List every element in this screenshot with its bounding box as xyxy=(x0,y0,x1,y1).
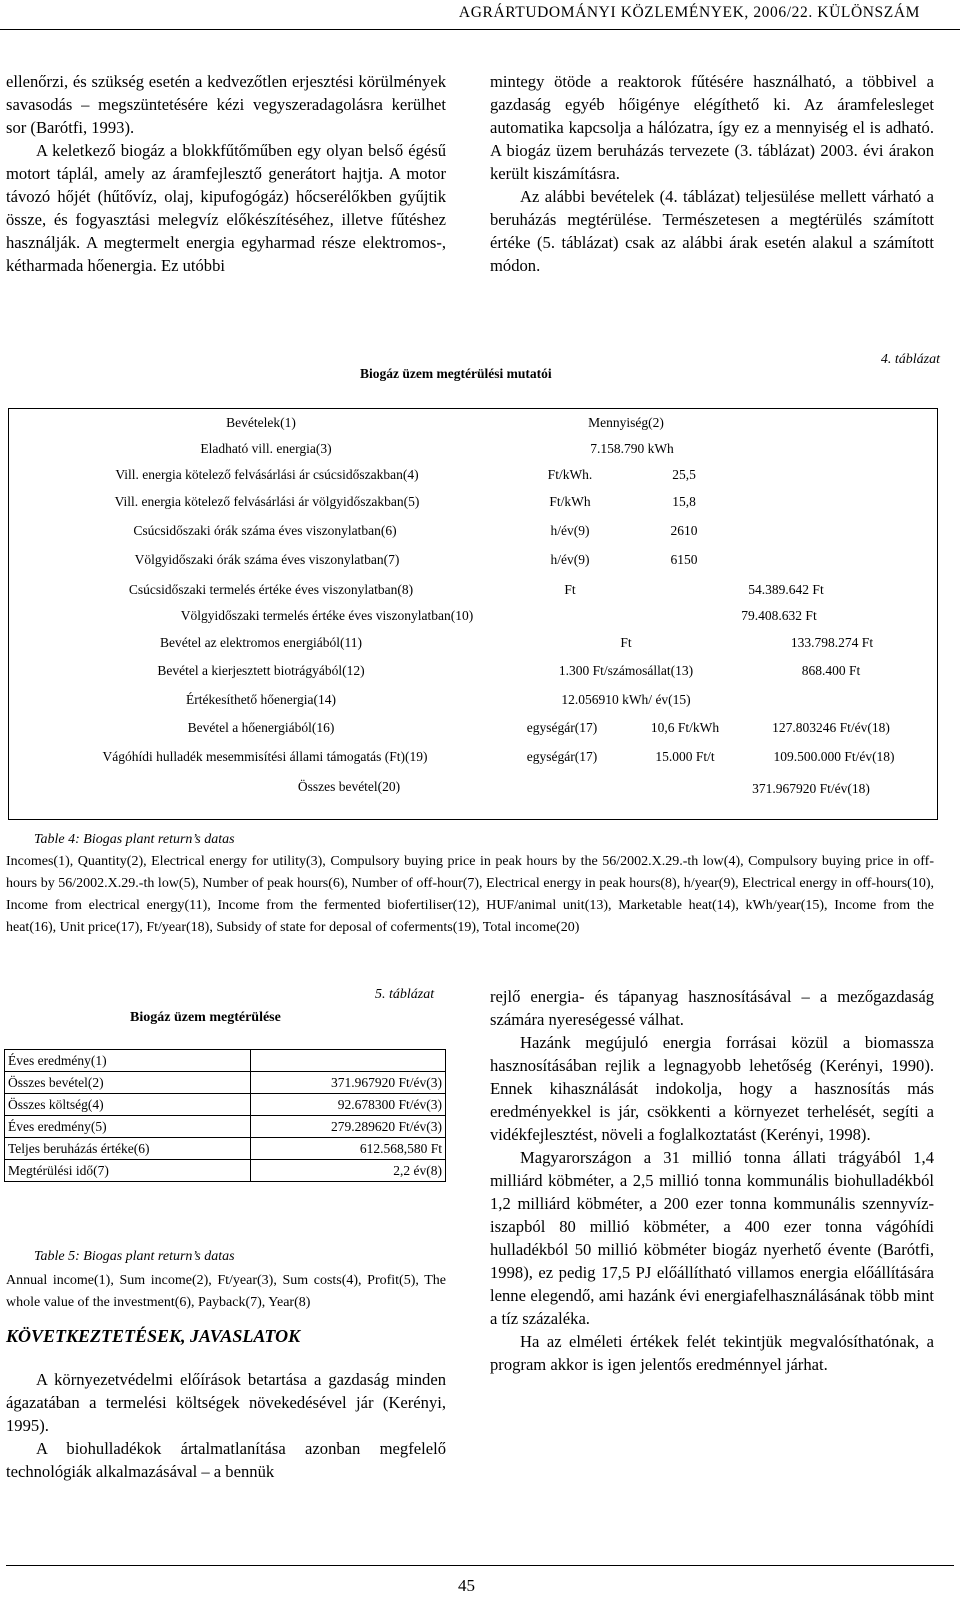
table4-cell: Összes bevétel(20) xyxy=(297,779,401,794)
table4-cell: Csúcsidőszaki termelés értéke éves viszonylatban(8) xyxy=(128,582,414,597)
top-right-para-1: mintegy ötöde a reaktorok fűtésére használható, a többivel a gazdaság egyéb hőigénye elégíthető ki. Az áramfelesleget automatika kapcsolja a hálózatra, így ez a mennyiség el is adható. A biogáz üzem beruházás tervezete (3. táblázat) 2003. évi árakon került kiszámításra. xyxy=(490,72,934,183)
table5-value: 612.568,580 Ft xyxy=(250,1138,445,1160)
table5-value: 2,2 év(8) xyxy=(250,1160,445,1182)
table4-cell: Bevétel az elektromos energiából(11) xyxy=(159,635,363,650)
table4-cell: Mennyiség(2) xyxy=(588,415,664,430)
table4-cell: egységár(17) xyxy=(526,749,598,764)
table-row xyxy=(5,1050,446,1072)
table4-cell: Ft xyxy=(564,582,576,597)
top-left-column xyxy=(6,70,446,277)
table5-value: 371.967920 Ft/év(3) xyxy=(250,1072,445,1094)
table-row xyxy=(5,1094,446,1116)
table4-cell: h/év(9) xyxy=(550,523,590,538)
table4-cell: 1.300 Ft/számosállat(13) xyxy=(558,663,694,678)
top-right-para-2: Az alábbi bevételek (4. táblázat) teljesülése mellett várható a beruházás megtérülése. Természetesen a megtérülés számított értéke (5. táblázat) csak az alábbi árak esetén alakul a számított módon. xyxy=(490,187,934,275)
table4-number: 4. táblázat xyxy=(880,352,940,367)
table5-number: 5. táblázat xyxy=(375,987,435,1002)
table4-cell: 6150 xyxy=(670,552,698,567)
table5-caption-text: Annual income(1), Sum income(2), Ft/year(3), Sum costs(4), Profit(5), The whole value of the investment(6), Payback(7), Year(8) xyxy=(6,1273,446,1310)
table4-cell: 127.803246 Ft/év(18) xyxy=(772,720,890,735)
table4-cell: 54.389.642 Ft xyxy=(748,582,824,597)
table5-caption-title: Table 5: Biogas plant return’s datas xyxy=(34,1249,235,1264)
table4-cell: 7.158.790 kWh xyxy=(590,441,674,456)
bottom-right-para-4: Ha az elméleti értékek felét tekintjük megvalósíthatónak, a program akkor is igen jelentős eredménnyel járhat. xyxy=(490,1332,934,1374)
table5-value: 279.289620 Ft/év(3) xyxy=(250,1116,445,1138)
table4 xyxy=(8,408,938,820)
table-row xyxy=(5,1138,446,1160)
table4-cell: Vill. energia kötelező felvásárlási ár csúcsidőszakban(4) xyxy=(115,467,419,482)
journal-header: AGRÁRTUDOMÁNYI KÖZLEMÉNYEK, 2006/22. KÜLÖNSZÁM xyxy=(458,4,920,21)
conclusions-para-1: A környezetvédelmi előírások betartása a gazdaság minden ágazatában a termelési költségek növekedésével jár (Kerényi, 1995). xyxy=(6,1370,446,1435)
table4-cell: 12.056910 kWh/ év(15) xyxy=(561,692,691,707)
header-rule xyxy=(0,29,960,30)
table4-cell: Értékesíthető hőenergia(14) xyxy=(185,692,337,707)
table4-cell: Bevétel a hőenergiából(16) xyxy=(187,720,335,735)
table5-label: Éves eredmény(1) xyxy=(5,1050,251,1072)
bottom-right-column xyxy=(490,985,934,1376)
table4-cell: 79.408.632 Ft xyxy=(741,608,817,623)
conclusions-para-2: A biohulladékok ártalmatlanítása azonban megfelelő technológiák alkalmazásával – a bennük xyxy=(6,1439,446,1481)
table4-cell: 133.798.274 Ft xyxy=(790,635,874,650)
table4-cell: h/év(9) xyxy=(550,552,590,567)
table4-cell: 15,8 xyxy=(672,494,696,509)
footer-rule xyxy=(6,1565,954,1566)
page-number: 45 xyxy=(458,1576,475,1595)
table4-cell: Ft xyxy=(620,635,632,650)
table5-label: Teljes beruházás értéke(6) xyxy=(5,1138,251,1160)
table-row xyxy=(5,1072,446,1094)
table4-cell: 10,6 Ft/kWh xyxy=(650,720,720,735)
top-left-para-2: A keletkező biogáz a blokkfűtőműben egy olyan belső égésű motort táplál, amely az áramfejlesztő generátort hajtja. A motor távozó hőjét (hűtővíz, olaj, kipufogógáz) hőcserélőkben gyűjtik össze, és fogyasztási melegvíz előkészítéséhez, illetve fűtéshez használják. A megtermelt energia egyharmad része elektromos-, kétharmada hőenergia. Ez utóbbi xyxy=(6,141,446,275)
table4-cell: Völgyidőszaki órák száma éves viszonylatban(7) xyxy=(134,552,400,567)
table5-value: 92.678300 Ft/év(3) xyxy=(250,1094,445,1116)
top-right-column xyxy=(490,70,934,277)
table-row xyxy=(5,1116,446,1138)
bottom-right-para-3: Magyarországon a 31 millió tonna állati trágyából 1,4 milliárd köbméter, a 2,5 millió tonna kommunális biohulladékból 1,2 milliárd köbméter, a 200 ezer tonna kommunális szennyvíz-iszapból 80 millió köbméter, a 400 ezer tonna vágóhídi hulladékból 50 millió köbméter biogáz nyerhető évente (Barótfi, 1998), ez pedig 17,5 PJ előállítható villamos energia előállítására lenne elegendő, ami hazánk évi energiafelhasználásának több mint a tíz százaléka. xyxy=(490,1148,934,1328)
table5 xyxy=(4,1049,446,1182)
table4-cell: Bevételek(1) xyxy=(226,415,296,430)
table-row xyxy=(5,1160,446,1182)
table5-label: Megtérülési idő(7) xyxy=(5,1160,251,1182)
conclusions-column xyxy=(6,1368,446,1483)
table4-cell: 371.967920 Ft/év(18) xyxy=(752,781,870,796)
table4-cell: 15.000 Ft/t xyxy=(655,749,715,764)
table4-title: Biogáz üzem megtérülési mutatói xyxy=(360,366,552,381)
table5-value xyxy=(250,1050,445,1072)
table4-cell: 109.500.000 Ft/év(18) xyxy=(773,749,895,764)
table5-label: Összes költség(4) xyxy=(5,1094,251,1116)
table4-cell: 868.400 Ft xyxy=(801,663,861,678)
table4-cell: 25,5 xyxy=(672,467,696,482)
table4-cell: Ft/kWh xyxy=(549,494,591,509)
table4-cell: egységár(17) xyxy=(526,720,598,735)
table4-cell: Eladható vill. energia(3) xyxy=(200,441,332,456)
table4-cell: Bevétel a kierjesztett biotrágyából(12) xyxy=(157,663,365,678)
table4-caption-title: Table 4: Biogas plant return’s datas xyxy=(34,832,235,847)
table5-title: Biogáz üzem megtérülése xyxy=(130,1010,281,1025)
bottom-right-para-1: rejlő energia- és tápanyag hasznosításával – a mezőgazdaság számára nyereségessé válhat. xyxy=(490,987,934,1029)
table4-cell: Vágóhídi hulladék mesemmisítési állami támogatás (Ft)(19) xyxy=(102,749,428,764)
table4-cell: Vill. energia kötelező felvásárlási ár völgyidőszakban(5) xyxy=(114,494,420,509)
table5-label: Éves eredmény(5) xyxy=(5,1116,251,1138)
table4-caption-text: Incomes(1), Quantity(2), Electrical energy for utility(3), Compulsory buying price in peak hours by the 56/2002.X.29.-th low(4), Compulsory buying price in off-hours by 56/2002.X.29.-th low(5), Number of peak hours(6), Number of off-hour(7), Electrical energy in peak hours(8), h/year(9), Electrical energy in off-hours(10), Income from electrical energy(11), Income from the fermented biofertiliser(12), HUF/animal unit(13), Marketable heat(14), kWh/year(15), Income from the heat(16), Unit price(17), Ft/year(18), Subsidy of state for deposal of coferments(19), Total income(20) xyxy=(6,854,934,935)
table4-cell: 2610 xyxy=(670,523,698,538)
table4-cell: Csúcsidőszaki órák száma éves viszonylatban(6) xyxy=(133,523,397,538)
table5-label: Összes bevétel(2) xyxy=(5,1072,251,1094)
top-left-para-1: ellenőrzi, és szükség esetén a kedvezőtlen erjesztési körülmények savasodás – megszüntetésére kézi vegyszeradagolásra kerülhet sor (Barótfi, 1993). xyxy=(6,72,446,137)
table4-cell: Völgyidőszaki termelés értéke éves viszonylatban(10) xyxy=(180,608,474,623)
conclusions-heading: KÖVETKEZTETÉSEK, JAVASLATOK xyxy=(6,1326,301,1346)
bottom-right-para-2: Hazánk megújuló energia forrásai közül a biomassza hasznosításában rejlik a legnagyobb lehetőség (Kerényi, 1990). Ennek kihasználását indokolja, hogy a hasznosítás más eredményekkel is jár, csökkenti a környezet terhelését, segíti a vidékfejlesztést, növeli a foglalkoztatást (Kerényi, 1998). xyxy=(490,1033,934,1144)
table4-cell: Ft/kWh. xyxy=(547,467,593,482)
